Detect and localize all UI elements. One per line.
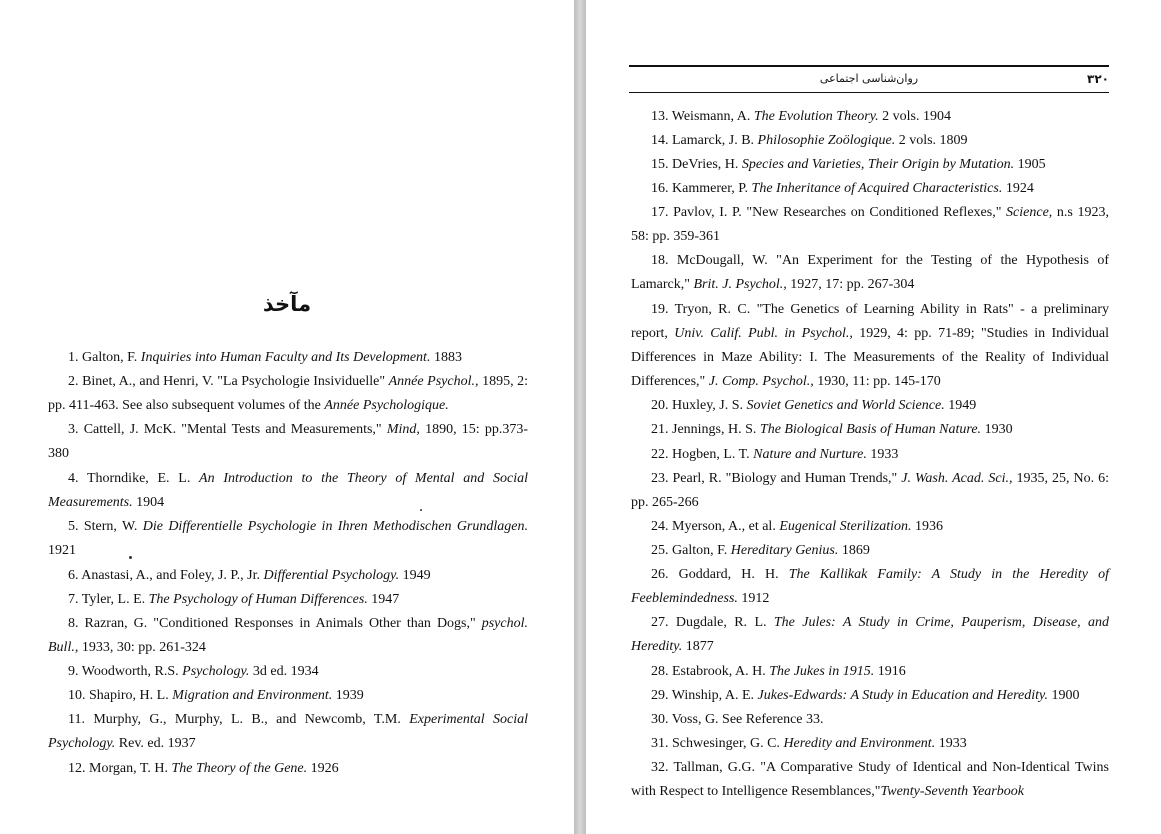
reference-text: 1933 bbox=[866, 447, 899, 462]
reference-text: 1905 bbox=[1014, 157, 1046, 172]
reference-text: 10. Shapiro, H. L. bbox=[68, 688, 173, 703]
reference-text: 19. Tryon, R. C. "The Genetics of Learning Ability in Rats" - a preliminary report, bbox=[631, 302, 1109, 341]
reference-title: Jukes-Edwards: A Study in Education and Heredity. bbox=[757, 688, 1048, 703]
reference-text: 1930 bbox=[981, 422, 1013, 437]
reference-title: Soviet Genetics and World Science. bbox=[746, 398, 945, 413]
reference-entry bbox=[631, 443, 1109, 467]
reference-title: Science, bbox=[1006, 205, 1053, 220]
reference-title: Eugenical Sterilization. bbox=[779, 519, 912, 534]
reference-text: 1. Galton, F. bbox=[68, 350, 141, 365]
reference-entry bbox=[631, 298, 1109, 394]
reference-entry bbox=[631, 611, 1109, 659]
reference-entry bbox=[631, 201, 1109, 249]
reference-title: Année Psychol., bbox=[388, 374, 479, 389]
reference-entry bbox=[631, 249, 1109, 297]
reference-title: J. Comp. Psychol., bbox=[708, 374, 814, 389]
reference-text: 15. DeVries, H. bbox=[651, 157, 742, 172]
left-page bbox=[0, 0, 574, 834]
reference-entry bbox=[48, 370, 528, 418]
reference-text: 1933, 30: pp. 261-324 bbox=[78, 640, 206, 655]
reference-text: 32. Tallman, G.G. "A Comparative Study of Identical and Non-Identical Twins with Respect to Intelligence Resemblances," bbox=[631, 760, 1109, 799]
reference-entry bbox=[48, 660, 528, 684]
reference-text: 1904 bbox=[132, 495, 165, 510]
reference-text: 28. Estabrook, A. H. bbox=[651, 664, 770, 679]
reference-entry bbox=[631, 732, 1109, 756]
reference-entry bbox=[631, 177, 1109, 201]
reference-text: 5. Stern, W. bbox=[68, 519, 143, 534]
reference-title: Brit. J. Psychol., bbox=[693, 277, 787, 292]
reference-text: 1900 bbox=[1047, 688, 1080, 703]
reference-title: Philosophie Zoölogique. bbox=[757, 133, 896, 148]
reference-text: 1935, 25, No. 6: pp. 265-266 bbox=[631, 471, 1110, 510]
reference-text: 1916 bbox=[874, 664, 906, 679]
reference-text: 22. Hogben, L. T. bbox=[651, 447, 754, 462]
reference-title: Experimental Social Psychology. bbox=[48, 712, 529, 751]
reference-title: The Inheritance of Acquired Characteristics. bbox=[751, 181, 1003, 196]
reference-text: 1921 bbox=[48, 543, 76, 558]
reference-title: Psychology. bbox=[182, 664, 250, 679]
reference-entry bbox=[48, 684, 528, 708]
scan-speck bbox=[129, 556, 132, 559]
reference-title: Nature and Nurture. bbox=[753, 447, 867, 462]
reference-text: 1947 bbox=[367, 592, 400, 607]
reference-entry bbox=[48, 515, 528, 563]
reference-entry bbox=[48, 757, 528, 781]
reference-text: 11. Murphy, G., Murphy, L. B., and Newcomb, T.M. bbox=[68, 712, 410, 727]
reference-text: 2 vols. 1809 bbox=[895, 133, 968, 148]
reference-text: 26. Goddard, H. H. bbox=[651, 567, 789, 582]
reference-entry bbox=[631, 660, 1109, 684]
reference-entry bbox=[631, 105, 1109, 129]
reference-text: 1924 bbox=[1002, 181, 1034, 196]
reference-text: n.s 1923, 58: pp. 359-361 bbox=[631, 205, 1109, 244]
reference-title: The Jukes in 1915. bbox=[769, 664, 875, 679]
reference-text: 1926 bbox=[307, 761, 339, 776]
reference-title: An Introduction to the Theory of Mental and Social Measurements. bbox=[48, 471, 529, 510]
reference-entry bbox=[631, 756, 1109, 804]
reference-title: The Evolution Theory. bbox=[753, 109, 879, 124]
reference-title: Mind, bbox=[386, 422, 420, 437]
reference-text: 3d ed. 1934 bbox=[249, 664, 319, 679]
reference-entry bbox=[48, 612, 528, 660]
reference-text: 24. Myerson, A., et al. bbox=[651, 519, 780, 534]
reference-title: Univ. Calif. Publ. in Psychol., bbox=[674, 326, 853, 341]
reference-title: Die Differentielle Psychologie in Ihren Methodischen Grundlagen. bbox=[142, 519, 528, 534]
reference-text: 20. Huxley, J. S. bbox=[651, 398, 747, 413]
reference-text: 8. Razran, G. "Conditioned Responses in Animals Other than Dogs," bbox=[68, 616, 482, 631]
header-rule bbox=[629, 65, 1109, 67]
reference-entry bbox=[48, 467, 528, 515]
reference-entry bbox=[631, 129, 1109, 153]
reference-title: Species and Varieties, Their Origin by Mutation. bbox=[741, 157, 1015, 172]
reference-text: 30. Voss, G. See Reference 33. bbox=[651, 712, 824, 727]
reference-text: 2. Binet, A., and Henri, V. "La Psychologie Insividuelle" bbox=[68, 374, 389, 389]
reference-entry bbox=[48, 564, 528, 588]
right-page bbox=[586, 0, 1161, 834]
reference-text: 1929, 4: pp. 71-89; "Studies in Individual Differences in Maze Ability: I. The Measurements of the Reality of Individual Differences," bbox=[631, 326, 1109, 389]
reference-text: Rev. ed. 1937 bbox=[115, 736, 196, 751]
reference-entry bbox=[631, 708, 1109, 732]
reference-title: The Jules: A Study in Crime, Pauperism, Disease, and Heredity. bbox=[631, 615, 1109, 654]
reference-title: The Theory of the Gene. bbox=[171, 761, 308, 776]
reference-text: 25. Galton, F. bbox=[651, 543, 731, 558]
reference-entry bbox=[631, 563, 1109, 611]
scan-speck bbox=[420, 509, 422, 511]
reference-text: 7. Tyler, L. E. bbox=[68, 592, 149, 607]
reference-title: The Kallikak Family: A Study in the Heredity of Feeblemindedness. bbox=[631, 567, 1109, 606]
reference-entry bbox=[48, 708, 528, 756]
reference-text: 1933 bbox=[935, 736, 967, 751]
reference-text: 1936 bbox=[911, 519, 944, 534]
reference-entry bbox=[631, 418, 1109, 442]
reference-entry bbox=[48, 418, 528, 466]
reference-title: Année Psychologique. bbox=[324, 398, 449, 413]
reference-entry bbox=[48, 346, 528, 370]
reference-text: 1927, 17: pp. 267-304 bbox=[786, 277, 915, 292]
reference-title: J. Wash. Acad. Sci., bbox=[901, 471, 1013, 486]
reference-entry bbox=[48, 588, 528, 612]
reference-title: Migration and Environment. bbox=[172, 688, 333, 703]
reference-text: 1869 bbox=[838, 543, 870, 558]
reference-text: 1883 bbox=[430, 350, 462, 365]
book-gutter bbox=[574, 0, 586, 834]
reference-text: 16. Kammerer, P. bbox=[651, 181, 752, 196]
reference-entry bbox=[631, 515, 1109, 539]
reference-text: 1930, 11: pp. 145-170 bbox=[813, 374, 941, 389]
reference-text: 1939 bbox=[332, 688, 364, 703]
reference-text: 1877 bbox=[682, 639, 714, 654]
reference-title: Hereditary Genius. bbox=[730, 543, 839, 558]
reference-title: psychol. Bull., bbox=[48, 616, 528, 655]
reference-text: 12. Morgan, T. H. bbox=[68, 761, 172, 776]
reference-text: 1890, 15: pp.373-380 bbox=[48, 422, 528, 461]
reference-text: 1912 bbox=[737, 591, 770, 606]
reference-text: 1949 bbox=[399, 568, 431, 583]
header-rule bbox=[629, 92, 1109, 93]
reference-entry bbox=[631, 467, 1109, 515]
reference-text: 29. Winship, A. E. bbox=[651, 688, 758, 703]
reference-title: The Biological Basis of Human Nature. bbox=[759, 422, 982, 437]
reference-text: 23. Pearl, R. "Biology and Human Trends," bbox=[651, 471, 902, 486]
reference-text: 21. Jennings, H. S. bbox=[651, 422, 760, 437]
reference-text: 1949 bbox=[944, 398, 977, 413]
reference-entry bbox=[631, 153, 1109, 177]
reference-title: Differential Psychology. bbox=[263, 568, 400, 583]
page-number: ۳۲۰ bbox=[1087, 72, 1109, 86]
reference-title: Twenty-Seventh Yearbook bbox=[880, 784, 1024, 799]
reference-entry bbox=[631, 394, 1109, 418]
reference-text: 27. Dugdale, R. L. bbox=[651, 615, 774, 630]
reference-text: 31. Schwesinger, G. C. bbox=[651, 736, 784, 751]
reference-text: 3. Cattell, J. McK. "Mental Tests and Measurements," bbox=[68, 422, 387, 437]
reference-text: 13. Weismann, A. bbox=[651, 109, 754, 124]
reference-text: 6. Anastasi, A., and Foley, J. P., Jr. bbox=[68, 568, 264, 583]
reference-text: 1895, 2: pp. 411-463. See also subsequent volumes of the bbox=[48, 374, 529, 413]
reference-text: 4. Thorndike, E. L. bbox=[68, 471, 200, 486]
running-head: روان‌شناسی اجتماعی bbox=[819, 72, 919, 85]
reference-title: Heredity and Environment. bbox=[783, 736, 936, 751]
reference-title: The Psychology of Human Differences. bbox=[148, 592, 368, 607]
reference-text: 14. Lamarck, J. B. bbox=[651, 133, 758, 148]
reference-title: Inquiries into Human Faculty and Its Development. bbox=[140, 350, 431, 365]
reference-entry bbox=[631, 684, 1109, 708]
reference-text: 18. McDougall, W. "An Experiment for the Testing of the Hypothesis of Lamarck," bbox=[631, 253, 1109, 292]
reference-text: 9. Woodworth, R.S. bbox=[68, 664, 183, 679]
section-heading: مآخذ bbox=[262, 292, 312, 316]
reference-entry bbox=[631, 539, 1109, 563]
reference-text: 17. Pavlov, I. P. "New Researches on Conditioned Reflexes," bbox=[651, 205, 1007, 220]
reference-text: 2 vols. 1904 bbox=[878, 109, 952, 124]
